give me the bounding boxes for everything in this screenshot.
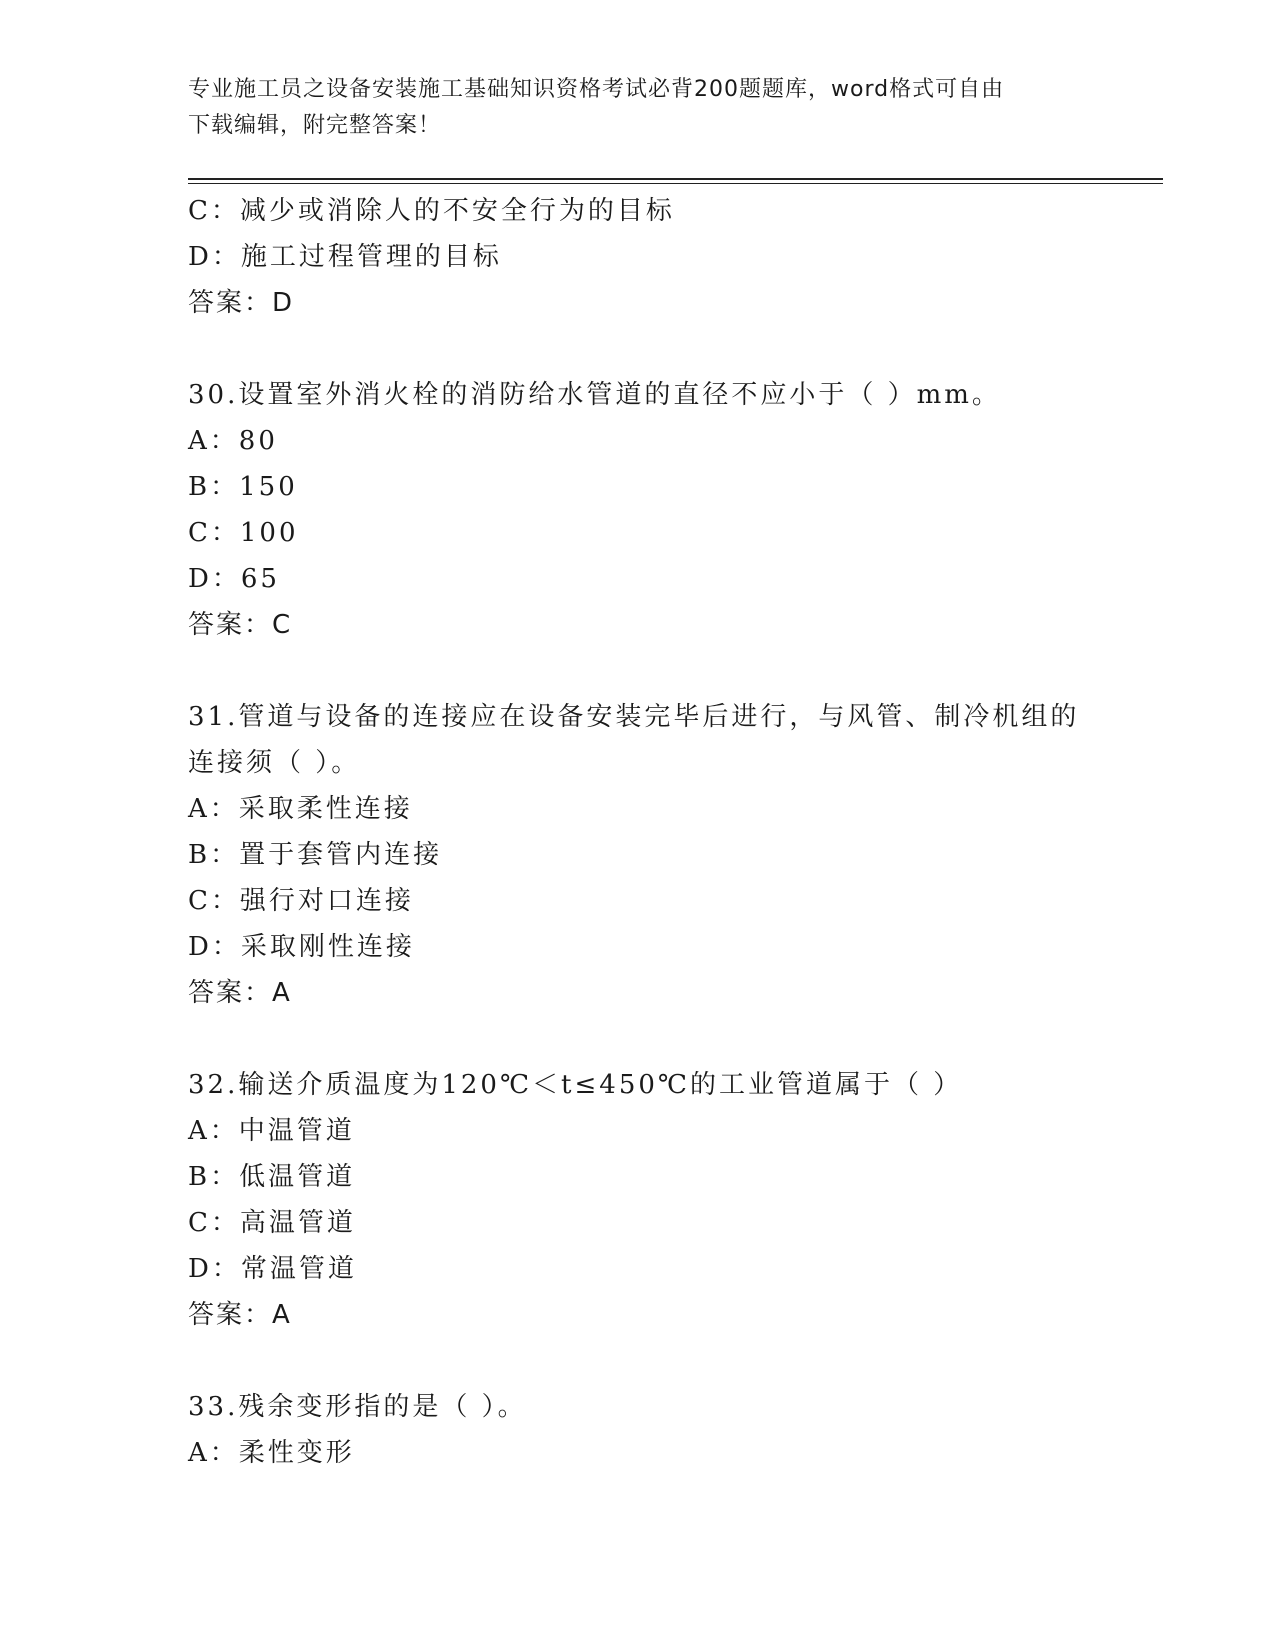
option-b: B：低温管道 bbox=[188, 1162, 356, 1192]
option-a: A：80 bbox=[188, 426, 278, 456]
header-divider-thick bbox=[188, 178, 1163, 180]
question-block-33 bbox=[188, 1384, 1088, 1476]
question-block-29 bbox=[188, 188, 1088, 326]
answer-line: 答案：A bbox=[188, 978, 292, 1008]
spacer bbox=[188, 1338, 1088, 1384]
option-a: A：中温管道 bbox=[188, 1116, 355, 1146]
option-d: D：65 bbox=[188, 564, 280, 594]
question-list bbox=[188, 188, 1088, 1476]
question-title: 32.输送介质温度为120℃＜t≤450℃的工业管道属于（ ） bbox=[188, 1070, 963, 1100]
spacer bbox=[188, 648, 1088, 694]
option-d: D：施工过程管理的目标 bbox=[188, 242, 502, 272]
document-header bbox=[188, 72, 1068, 144]
question-title: 30.设置室外消火栓的消防给水管道的直径不应小于（ ）mm。 bbox=[188, 380, 1001, 410]
answer-line: 答案：C bbox=[188, 610, 293, 640]
option-d: D：常温管道 bbox=[188, 1254, 357, 1284]
option-a: A：采取柔性连接 bbox=[188, 794, 413, 824]
option-c: C：强行对口连接 bbox=[188, 886, 414, 916]
answer-line: 答案：A bbox=[188, 1300, 292, 1330]
option-c: C：100 bbox=[188, 518, 299, 548]
question-title-line-1: 31.管道与设备的连接应在设备安装完毕后进行，与风管、制冷机组的 bbox=[188, 702, 1080, 732]
answer-line: 答案：D bbox=[188, 288, 295, 318]
header-title-line-2: 下载编辑，附完整答案！ bbox=[188, 113, 442, 138]
question-block-31 bbox=[188, 694, 1088, 1016]
question-title: 33.残余变形指的是（ ）。 bbox=[188, 1392, 527, 1422]
question-title-line-2: 连接须（ ）。 bbox=[188, 748, 361, 778]
option-a: A：柔性变形 bbox=[188, 1438, 355, 1468]
spacer bbox=[188, 1016, 1088, 1062]
spacer bbox=[188, 326, 1088, 372]
header-divider-thin bbox=[188, 183, 1163, 184]
option-d: D：采取刚性连接 bbox=[188, 932, 415, 962]
option-c: C：高温管道 bbox=[188, 1208, 356, 1238]
question-block-30 bbox=[188, 372, 1088, 648]
option-b: B：置于套管内连接 bbox=[188, 840, 443, 870]
option-b: B：150 bbox=[188, 472, 298, 502]
question-block-32 bbox=[188, 1062, 1088, 1338]
header-title-line-1: 专业施工员之设备安装施工基础知识资格考试必背200题题库，word格式可自由 bbox=[188, 77, 1005, 102]
option-c: C：减少或消除人的不安全行为的目标 bbox=[188, 196, 675, 226]
